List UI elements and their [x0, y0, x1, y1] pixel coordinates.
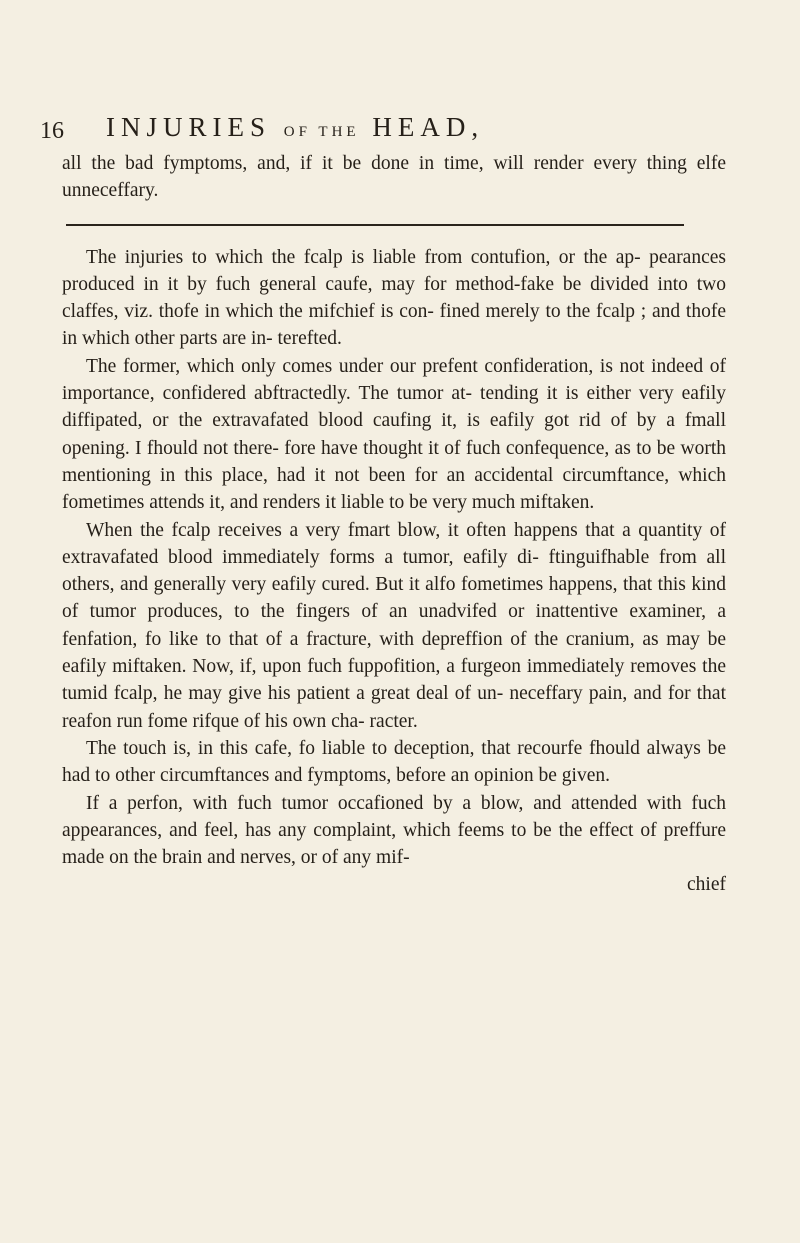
- paragraph: The former, which only comes under our prefent confideration, is not indeed of importance, confidered abftractedly. The tumor at- tending it is either very eafily diffipated, or the extravafated blood caufing it, is eafily got rid of by a fmall opening. I fhould not there- fore have thought it of fuch confequence, as to be worth mentioning in this place, had it not been for an accidental circumftance, which fometimes attends it, and renders it liable to be very much miftaken.: [62, 355, 726, 514]
- title-head: HEAD,: [372, 112, 485, 142]
- page-number: 16: [40, 118, 64, 144]
- running-header: [40, 112, 730, 152]
- catchword: chief: [687, 874, 726, 896]
- running-title: [106, 112, 484, 143]
- title-injuries: INJURIES: [106, 112, 272, 142]
- paragraph-continued: all the bad fymptoms, and, if it be done in time, will render every thing elfe unneceffary.: [62, 153, 726, 202]
- paragraph: The injuries to which the fcalp is liable from contufion, or the ap- pearances produced in it by fuch general caufe, may for method-fake be divided into two claffes, viz. thofe in which the mifchief is con- fined merely to the fcalp ; and thofe in which other parts are in- terefted.: [62, 246, 726, 350]
- paragraph: When the fcalp receives a very fmart blow, it often happens that a quantity of extravafated blood immediately forms a tumor, eafily di- ftinguifhable from all others, and generally very eafily cured. But it alfo fometimes happens, that this kind of tumor produces, to the fingers of an unadvifed or inattentive examiner, a fenfation, fo like to that of a fracture, with depreffion of the cranium, as may be eafily miftaken. Now, if, upon fuch fuppofition, a furgeon immediately removes the tumid fcalp, he may give his patient a great deal of un- neceffary pain, and for that reafon run fome rifque of his own cha- racter.: [62, 519, 726, 732]
- body-text: [62, 150, 726, 899]
- paragraph: If a perfon, with fuch tumor occafioned by a blow, and attended with fuch appearances, and feel, has any complaint, which feems to be the effect of preffure made on the brain and nerves, or of any mif-: [62, 792, 726, 869]
- paragraph: The touch is, in this cafe, fo liable to deception, that recourfe fhould always be had to other circumftances and fymptoms, before an opinion be given.: [62, 737, 726, 787]
- section-rule: [66, 224, 684, 226]
- title-of-the: OF THE: [283, 124, 360, 140]
